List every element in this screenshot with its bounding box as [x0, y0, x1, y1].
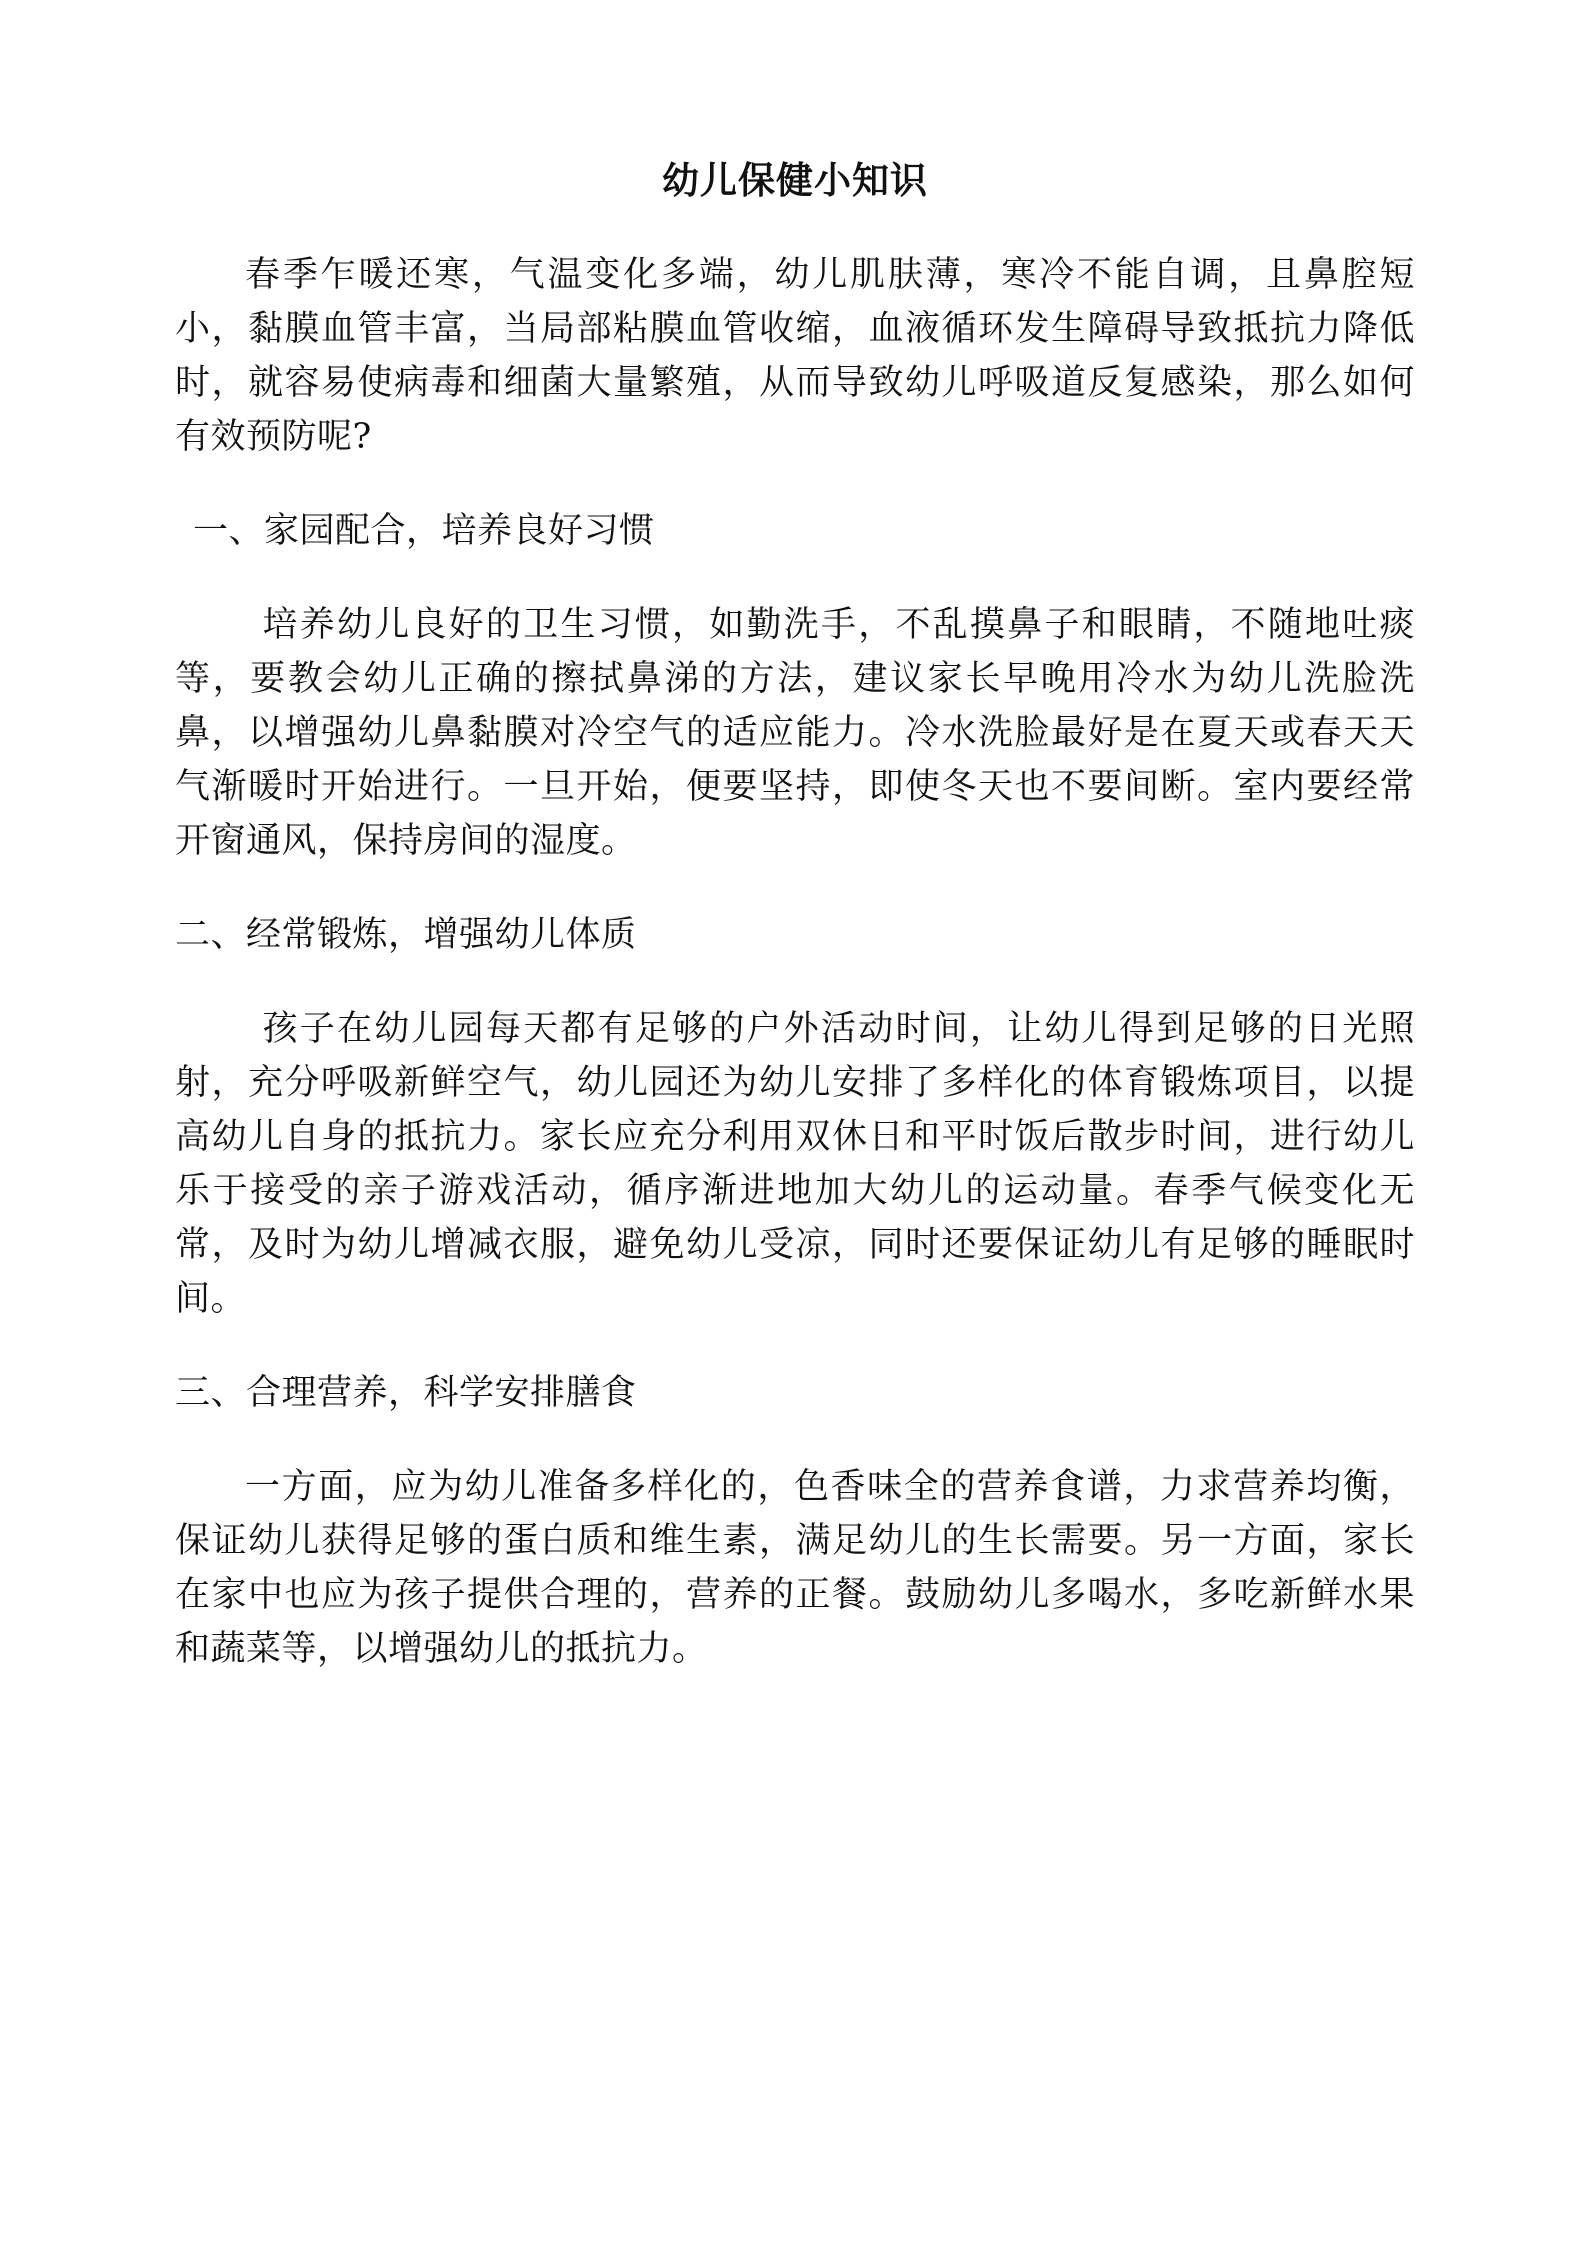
section-heading-1: 一、家园配合，培养良好习惯	[193, 511, 655, 551]
document-title: 幼儿保健小知识	[662, 158, 928, 202]
section-body-3: 一方面，应为幼儿准备多样化的，色香味全的营养食谱，力求营养均衡，保证幼儿获得足够的蛋白质和维生素，满足幼儿的生长需要。另一方面，家长在家中也应为孩子提供合理的，营养的正餐。鼓励幼儿多喝水，多吃新鲜水果和蔬菜等，以增强幼儿的抵抗力。	[175, 1467, 1415, 1669]
section-heading-2: 二、经常锻炼，增强幼儿体质	[175, 915, 637, 955]
document-page	[175, 150, 1415, 1676]
section-heading-3: 三、合理营养，科学安排膳食	[175, 1373, 637, 1413]
intro-paragraph: 春季乍暖还寒，气温变化多端，幼儿肌肤薄，寒冷不能自调，且鼻腔短小，黏膜血管丰富，当局部粘膜血管收缩，血液循环发生障碍导致抵抗力降低时，就容易使病毒和细菌大量繁殖，从而导致幼儿呼吸道反复感染，那么如何有效预防呢?	[175, 255, 1415, 457]
section-body-2: 孩子在幼儿园每天都有足够的户外活动时间，让幼儿得到足够的日光照射，充分呼吸新鲜空气，幼儿园还为幼儿安排了多样化的体育锻炼项目，以提高幼儿自身的抵抗力。家长应充分利用双休日和平时饭后散步时间，进行幼儿乐于接受的亲子游戏活动，循序渐进地加大幼儿的运动量。春季气候变化无常，及时为幼儿增减衣服，避免幼儿受凉，同时还要保证幼儿有足够的睡眠时间。	[175, 1009, 1415, 1319]
section-body-1: 培养幼儿良好的卫生习惯，如勤洗手，不乱摸鼻子和眼睛，不随地吐痰等，要教会幼儿正确的擦拭鼻涕的方法，建议家长早晚用冷水为幼儿洗脸洗鼻，以增强幼儿鼻黏膜对冷空气的适应能力。冷水洗脸最好是在夏天或春天天气渐暖时开始进行。一旦开始，便要坚持，即使冬天也不要间断。室内要经常开窗通风，保持房间的湿度。	[175, 605, 1415, 861]
